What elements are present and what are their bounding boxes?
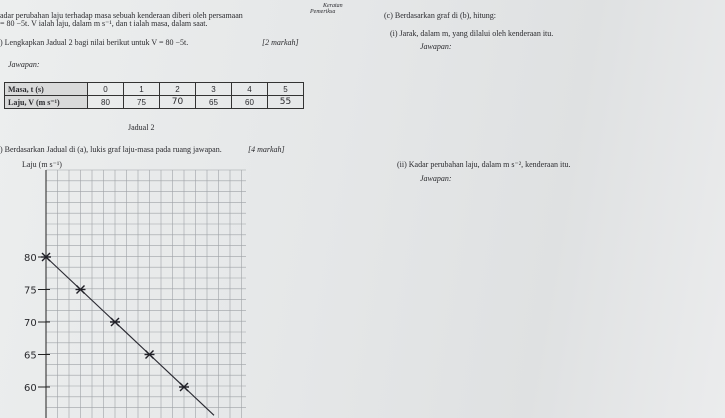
time-cell: 0 (88, 83, 124, 96)
time-cell: 2 (160, 83, 196, 96)
y-tick-label: 80 (24, 253, 37, 264)
time-cell: 1 (124, 83, 160, 96)
question-c-i: (i) Jarak, dalam m, yang dilalui oleh kenderaan itu. (390, 29, 554, 38)
time-cell: 5 (268, 83, 304, 96)
y-tick-label: 70 (24, 318, 37, 329)
question-b: ) Berdasarkan Jadual di (a), lukis graf laju-masa pada ruang jawapan. (0, 145, 222, 154)
y-tick-label: 65 (24, 350, 37, 362)
time-cell: 4 (232, 83, 268, 96)
intro-line-2: = 80 −5t. V ialah laju, dalam m s⁻¹, dan t ialah masa, dalam saat. (0, 19, 208, 28)
question-c: (c) Berdasarkan graf di (b), hitung: (384, 11, 496, 20)
speed-cell-handwritten: 70 (160, 96, 196, 109)
row-label-laju: Laju, V (m s⁻¹) (5, 96, 88, 109)
y-tick-label: 60 (24, 383, 37, 394)
table-caption: Jadual 2 (128, 123, 155, 132)
keratan-label: Keratan (323, 3, 343, 9)
speed-cell: 60 (232, 96, 268, 109)
graph-y-axis-label: Laju (m s⁻¹) (22, 160, 62, 169)
jawapan-a: Jawapan: (8, 60, 40, 69)
pemeriksa-label: Pemeriksa (310, 9, 336, 15)
question-c-ii: (ii) Kadar perubahan laju, dalam m s⁻², kenderaan itu. (397, 160, 571, 169)
jawapan-c-i: Jawapan: (420, 42, 452, 51)
intro-line-1: adar perubahan laju terhadap masa sebuah kenderaan diberi oleh persamaan (0, 11, 243, 20)
question-a: ) Lengkapkan Jadual 2 bagi nilai berikut untuk V = 80 −5t. (0, 38, 189, 47)
graph-grid (46, 170, 246, 418)
speed-cell: 80 (88, 96, 124, 109)
speed-cell: 65 (196, 96, 232, 109)
question-a-marks: [2 markah] (262, 38, 299, 47)
y-tick-label: 75 (24, 285, 37, 297)
speed-cell: 75 (124, 96, 160, 109)
jawapan-c-ii: Jawapan: (420, 174, 452, 183)
speed-cell-handwritten: 55 (268, 96, 304, 109)
time-cell: 3 (196, 83, 232, 96)
graph-data-line (46, 257, 214, 415)
question-b-marks: [4 markah] (248, 145, 285, 154)
row-label-masa: Masa, t (s) (5, 83, 88, 96)
